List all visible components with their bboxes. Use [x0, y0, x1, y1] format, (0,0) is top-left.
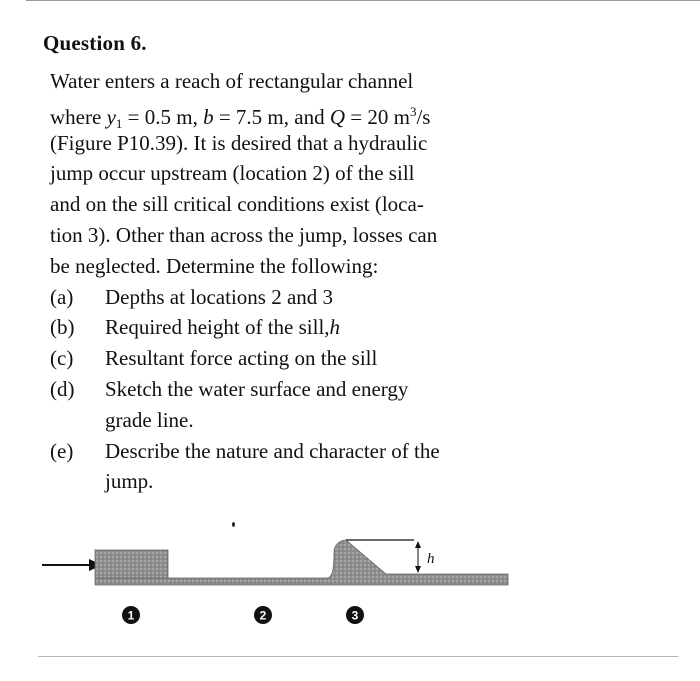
- stray-mark: [232, 522, 235, 527]
- location-marker-2: [254, 606, 272, 624]
- var-b: b: [203, 104, 214, 129]
- item-e: (e) Describe the nature and character of the: [50, 438, 440, 463]
- item-c: (c) Resultant force acting on the sill: [50, 346, 378, 371]
- superscript-3: 3: [409, 103, 417, 119]
- inflow-arrow-icon: [42, 559, 102, 571]
- item-d: (d) Sketch the water surface and energy: [50, 376, 409, 401]
- bottom-divider: [38, 656, 678, 657]
- location-marker-1: [122, 606, 140, 624]
- location-marker-3: [346, 606, 364, 624]
- intro-line-3: (Figure P10.39). It is desired that a hydraulic: [50, 130, 428, 155]
- intro-line-7: be neglected. Determine the following:: [50, 253, 379, 278]
- var-y: y: [106, 104, 116, 129]
- item-b: (b) Required height of the sill, h: [50, 315, 341, 340]
- upstream-water: [95, 550, 168, 578]
- svg-text:1: 1: [127, 608, 135, 623]
- item-d-continued: grade line.: [105, 407, 194, 432]
- sill-height-label: h: [427, 551, 435, 567]
- svg-text:3: 3: [351, 608, 359, 623]
- svg-text:2: 2: [259, 608, 267, 623]
- var-q: Q: [329, 104, 345, 129]
- intro-line-1: Water enters a reach of rectangular channel: [50, 69, 414, 93]
- intro-line-6: tion 3). Other than across the jump, losses can: [50, 222, 438, 247]
- sill-height-dimension: [415, 541, 421, 573]
- intro-line-2: where $y_1 = 0.5$ m, b = 7.5 m, and Q = 20 $m^3/s$: [50, 103, 431, 131]
- item-e-continued: jump.: [105, 469, 154, 494]
- subscript-1: 1: [115, 115, 123, 131]
- intro-line-5: and on the sill critical conditions exist (loca-: [50, 192, 424, 217]
- question-title: Question 6.: [43, 31, 147, 55]
- intro-line-4: jump occur upstream (location 2) of the sill: [50, 161, 415, 186]
- item-a: (a) Depths at locations 2 and 3: [50, 284, 334, 309]
